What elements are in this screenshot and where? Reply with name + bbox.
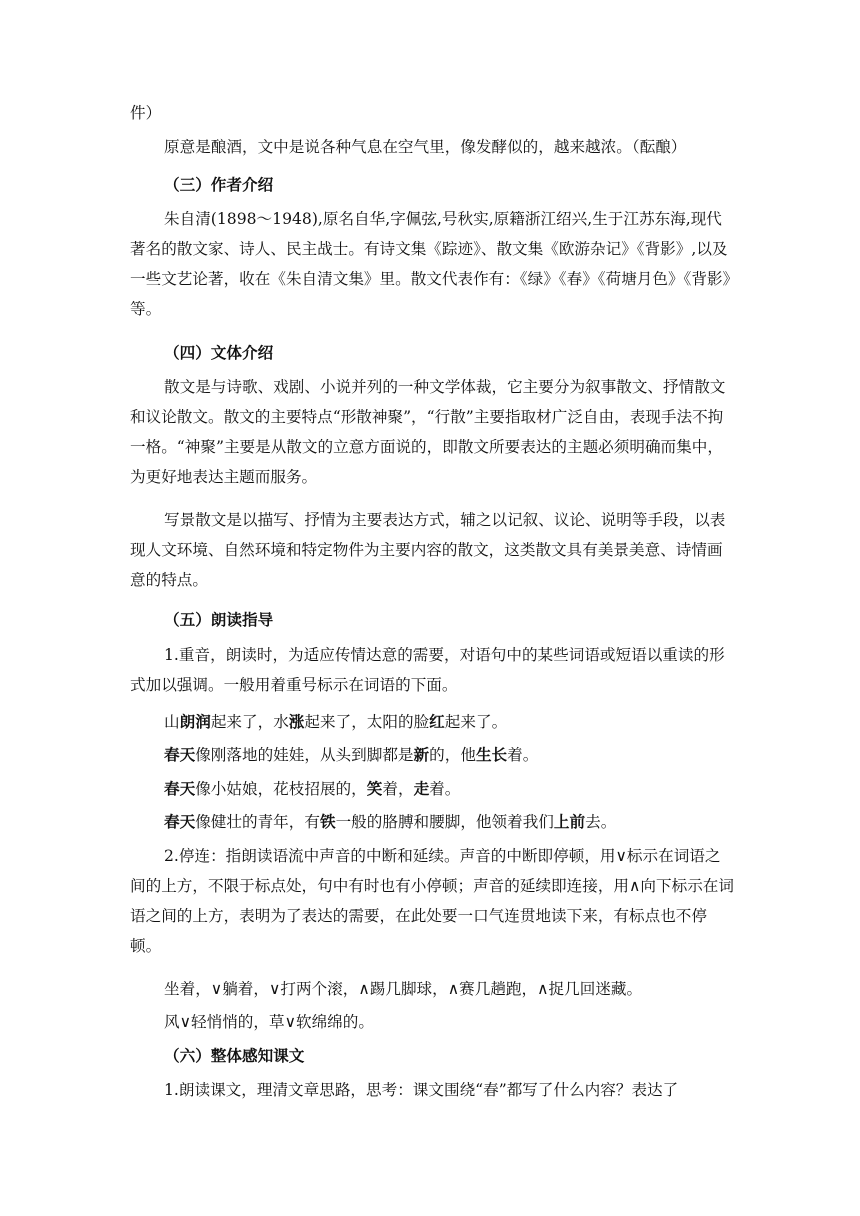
task-paragraph: 1.朗读课文，理清文章思路，思考：课文围绕“春”都写了什么内容？表达了 [164,1081,679,1099]
continued-text: 件） [130,104,162,122]
definition-yunniang: 原意是酿酒，文中是说各种气息在空气里，像发酵似的，越来越浓。（酝酿） [164,138,687,156]
heading-reading: （五）朗读指导 [164,611,274,629]
heading-overview: （六）整体感知课文 [164,1047,305,1065]
author-paragraph: 朱自清(1898～1948),原名自华,字佩弦,号秋实,原籍浙江绍兴,生于江苏东海,现代著名的散文家、诗人、民主战士。有诗文集《踪迹》、散文集《欧游杂记》《背影》,以及一些文艺论著，收在《朱自清文集》里。散文代表作有：《绿》《春》《荷塘月色》《背影》等。 [130,210,731,318]
heading-genre: （四）文体介绍 [164,344,274,362]
heading-author: （三）作者介绍 [164,176,274,194]
pause-paragraph: 2.停连：指朗读语流中声音的中断和延续。声音的中断即停顿，用∨标示在词语之间的上方，不限于标点处，句中有时也有小停顿；声音的延续即连接，用∧向下标示在词语之间的上方，表明为了表达的需要，在此处要一口气连贯地读下来，有标点也不停顿。 [130,847,734,955]
pause-example-2: 风∨轻悄悄的，草∨软绵绵的。 [164,1013,374,1031]
pause-example-1: 坐着，∨躺着，∨打两个滚，∧踢几脚球，∧赛几趟跑，∧捉几回迷藏。 [164,980,643,998]
genre-paragraph-2: 写景散文是以描写、抒情为主要表达方式，辅之以记叙、议论、说明等手段，以表现人文环境、自然环境和特定物件为主要内容的散文，这类散文具有美景美意、诗情画意的特点。 [130,511,726,589]
stress-example-4: 春天像健壮的青年，有铁一般的胳膊和腰脚，他领着我们上前去。 [164,813,617,831]
genre-paragraph-1: 散文是与诗歌、戏剧、小说并列的一种文学体裁，它主要分为叙事散文、抒情散文和议论散文。散文的主要特点“形散神聚”，“行散”主要指取材广泛自由，表现手法不拘一格。“神聚”主要是从散文的立意方面说的，即散文所要表达的主题必须明确而集中，为更好地表达主题而服务。 [130,378,726,486]
stress-example-2: 春天像刚落地的娃娃，从头到脚都是新的，他生长着。 [164,746,539,764]
stress-example-1: 山朗润起来了，水涨起来了，太阳的脸红起来了。 [164,713,508,731]
stress-paragraph: 1.重音，朗读时，为适应传情达意的需要，对语句中的某些词语或短语以重读的形式加以强调。一般用着重号标示在词语的下面。 [130,646,725,694]
stress-example-3: 春天像小姑娘，花枝招展的，笑着，走着。 [164,780,461,798]
